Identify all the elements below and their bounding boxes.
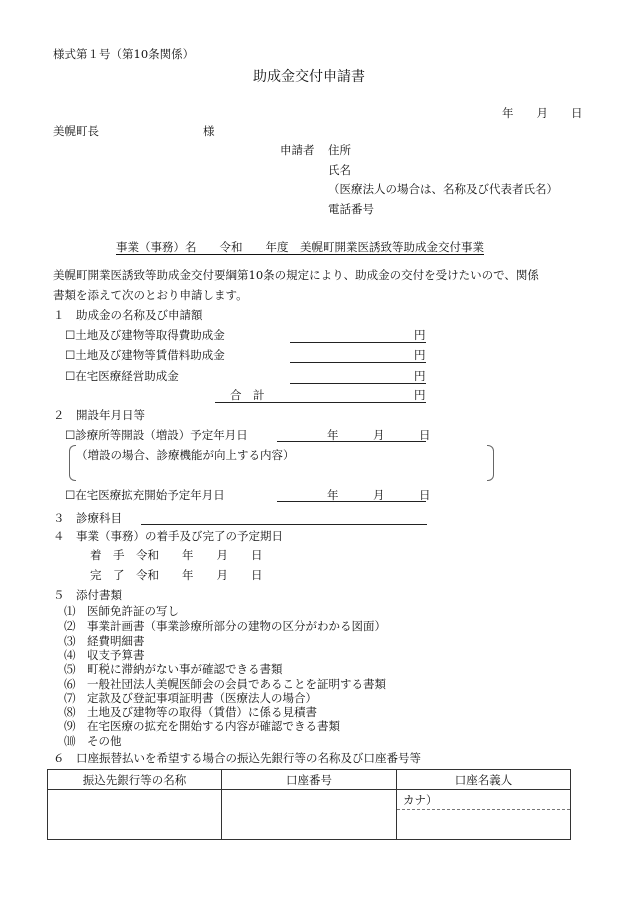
amount-field-3[interactable] [290,383,426,384]
honorific: 様 [203,124,215,138]
note-bracket-right [487,445,494,481]
attachment-item: ⑷ 収支予算書 [64,648,145,662]
attachment-item: ⑸ 町税に滞納がない事が確認できる書類 [64,662,283,676]
bank-name-cell[interactable] [48,790,222,840]
clinic-opening-date: 年 月 日 [327,428,431,442]
yen-unit: 円 [414,348,426,362]
total-amount-field[interactable] [215,402,426,403]
section-2-heading: ２ 開設年月日等 [53,408,145,422]
home-care-start-date: 年 月 日 [327,488,431,502]
home-care-start-date-label[interactable]: ☐在宅医療拡充開始予定年月日 [65,488,225,502]
amount-field-1[interactable] [290,342,426,343]
intro-line-2: 書類を添えて次のとおり申請します。 [53,288,248,302]
section-6-heading: ６ 口座振替払いを希望する場合の振込先銀行等の名称及び口座番号等 [53,751,421,765]
account-holder-name-cell[interactable] [397,810,571,840]
medical-department-field[interactable] [141,524,427,525]
clinic-opening-date-label[interactable]: ☐診療所等開設（増設）予定年月日 [65,428,248,442]
applicant-name-note: （医療法人の場合は、名称及び代表者氏名） [328,182,558,196]
attachment-item: ⑹ 一般社団法人美幌医師会の会員であることを証明する書類 [64,677,386,691]
end-date-line: 完 了 令和 年 月 日 [90,568,263,582]
kana-label: カナ） [403,792,438,807]
attachment-item: ⑶ 経費明細書 [64,634,145,648]
date-line: 年 月 日 [502,106,583,120]
column-header-bank: 振込先銀行等の名称 [48,770,222,790]
section-4-heading: ４ 事業（事務）の着手及び完了の予定期日 [53,529,283,543]
expansion-note: （増設の場合、診療機能が向上する内容） [76,448,295,462]
attachment-item: ⑺ 定款及び登記事項証明書（医療法人の場合） [64,691,317,705]
section-3-heading: ３ 診療科目 [53,511,122,525]
applicant-address-label: 住所 [328,143,351,157]
column-header-account-holder: 口座名義人 [397,770,571,790]
intro-line-1: 美幌町開業医誘致等助成金交付要綱第10条の規定により、助成金の交付を受けたいので、関係 [53,268,539,282]
yen-unit: 円 [414,328,426,342]
note-bracket-left [69,445,76,481]
applicant-label: 申請者 [280,143,315,157]
attachment-item: ⑼ 在宅医療の拡充を開始する内容が確認できる書類 [64,719,340,733]
attachment-item: ⑵ 事業計画書（事業診療所部分の建物の区分がわかる図面） [64,619,386,633]
addressee: 美幌町長 [53,124,99,138]
applicant-name-label: 氏名 [328,163,351,177]
form-number: 様式第１号（第10条関係） [53,47,195,61]
grant-item-home-care[interactable]: ☐在宅医療経営助成金 [65,369,179,383]
account-holder-kana-cell[interactable] [397,790,571,810]
project-name-line: 事業（事務）名 令和 年度 美幌町開業医誘致等助成金交付事業 [116,240,484,254]
start-date-line: 着 手 令和 年 月 日 [90,548,263,562]
section-5-heading: ５ 添付書類 [53,588,122,602]
grant-item-land-rent[interactable]: ☐土地及び建物等賃借料助成金 [65,348,225,362]
amount-field-2[interactable] [290,362,426,363]
page-title: 助成金交付申請書 [253,69,365,85]
yen-unit: 円 [414,388,426,402]
column-header-account-number: 口座番号 [222,770,397,790]
section-1-heading: １ 助成金の名称及び申請額 [53,308,203,322]
total-label: 合 計 [230,388,265,402]
attachment-item: ⑻ 土地及び建物等の取得（賃借）に係る見積書 [64,705,317,719]
account-number-cell[interactable] [222,790,397,840]
attachment-item: ⑴ 医師免許証の写し [64,604,179,618]
yen-unit: 円 [414,369,426,383]
bank-account-table [47,769,571,840]
grant-item-land-acquisition[interactable]: ☐土地及び建物等取得費助成金 [65,328,225,342]
attachment-item: ⑽ その他 [64,734,122,748]
applicant-phone-label: 電話番号 [328,202,374,216]
